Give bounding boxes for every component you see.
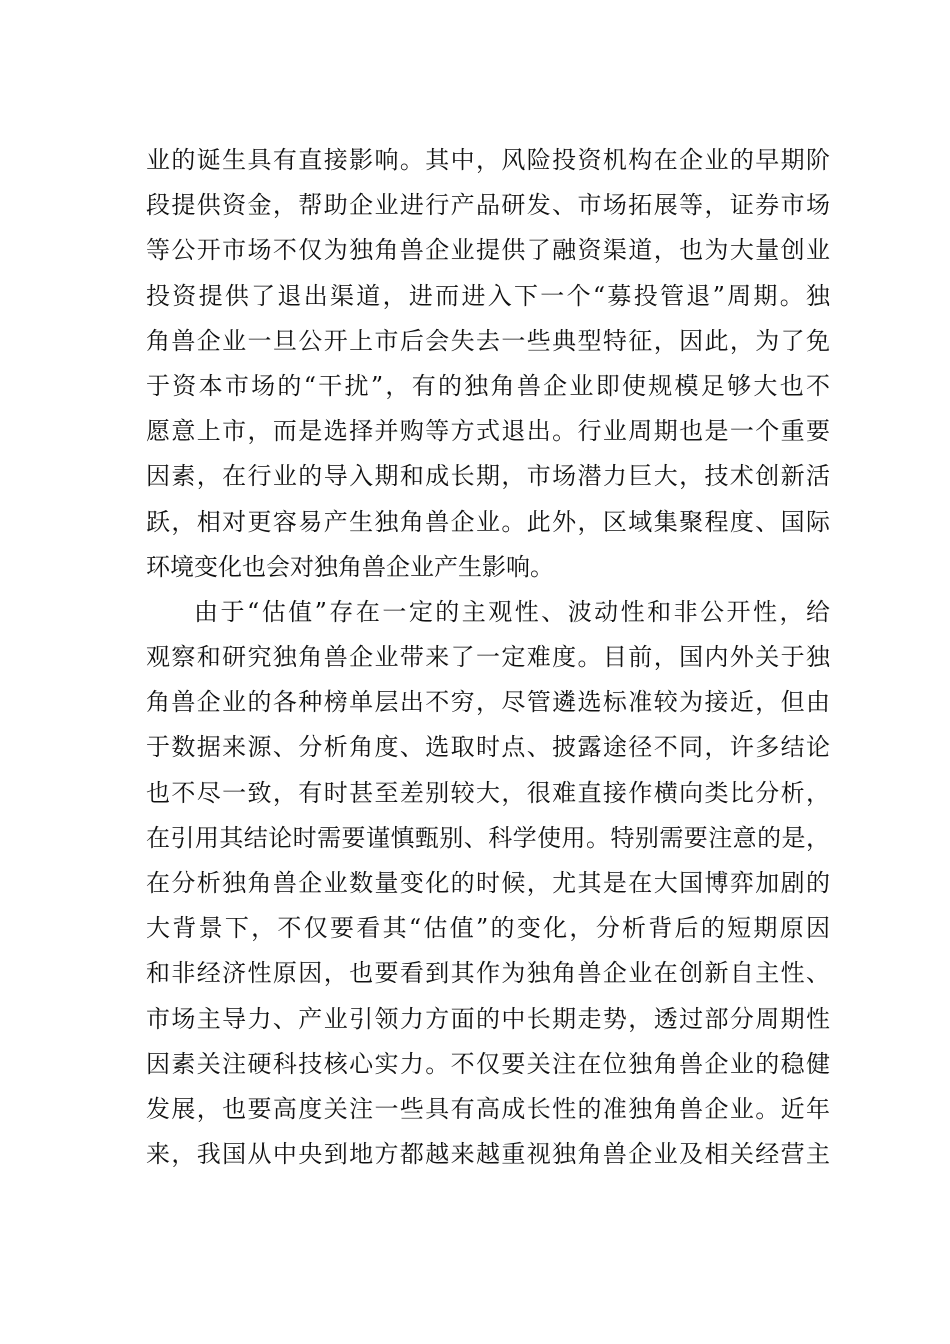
text-line: 于资本市场的“干扰”，有的独角兽企业即使规模足够大也不	[146, 371, 830, 400]
text-line: 因素，在行业的导入期和成长期，市场潜力巨大，技术创新活	[146, 462, 830, 491]
text-line: 段提供资金，帮助企业进行产品研发、市场拓展等，证券市场	[146, 191, 830, 220]
text-line: 于数据来源、分析角度、选取时点、披露途径不同，许多结论	[146, 733, 830, 762]
text-line: 在分析独角兽企业数量变化的时候，尤其是在大国博弈加剧的	[146, 869, 830, 897]
text-line: 市场主导力、产业引领力方面的中长期走势，透过部分周期性	[146, 1004, 830, 1033]
text-line: 角兽企业的各种榜单层出不穷，尽管遴选标准较为接近，但由	[146, 688, 830, 717]
paragraph-2	[146, 590, 830, 1177]
text-line: 环境变化也会对独角兽企业产生影响。	[146, 552, 554, 581]
text-line: 等公开市场不仅为独角兽企业提供了融资渠道，也为大量创业	[146, 236, 830, 265]
text-line: 愿意上市，而是选择并购等方式退出。行业周期也是一个重要	[146, 417, 830, 446]
text-line: 由于“估值”存在一定的主观性、波动性和非公开性，给	[194, 597, 830, 626]
text-line: 跃，相对更容易产生独角兽企业。此外，区域集聚程度、国际	[146, 507, 830, 536]
text-line: 来，我国从中央到地方都越来越重视独角兽企业及相关经营主	[146, 1140, 830, 1169]
text-line: 角兽企业一旦公开上市后会失去一些典型特征，因此，为了免	[146, 326, 830, 355]
text-line: 在引用其结论时需要谨慎甄别、科学使用。特别需要注意的是，	[146, 823, 830, 852]
text-line: 发展，也要高度关注一些具有高成长性的准独角兽企业。近年	[146, 1094, 830, 1123]
text-line: 大背景下，不仅要看其“估值”的变化，分析背后的短期原因	[146, 914, 830, 943]
text-line: 因素关注硬科技核心实力。不仅要关注在位独角兽企业的稳健	[146, 1049, 830, 1078]
text-line: 也不尽一致，有时甚至差别较大，很难直接作横向类比分析，	[146, 778, 830, 807]
text-line: 投资提供了退出渠道，进而进入下一个“募投管退”周期。独	[146, 281, 830, 310]
paragraph-1	[146, 138, 830, 590]
text-line: 和非经济性原因，也要看到其作为独角兽企业在创新自主性、	[146, 959, 830, 988]
body-text	[146, 138, 830, 1177]
text-line: 观察和研究独角兽企业带来了一定难度。目前，国内外关于独	[146, 643, 830, 672]
text-line: 业的诞生具有直接影响。其中，风险投资机构在企业的早期阶	[146, 146, 830, 174]
